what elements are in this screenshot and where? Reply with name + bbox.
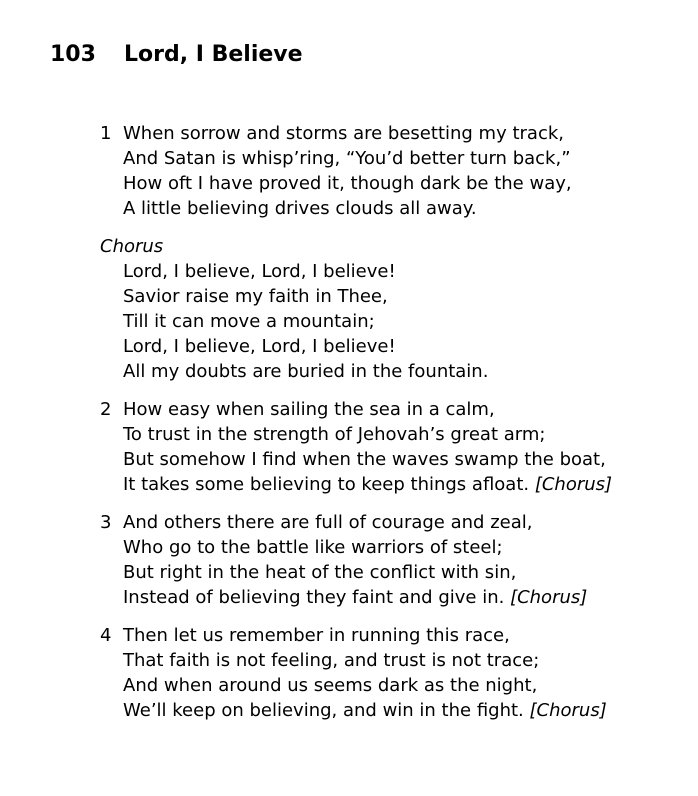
verse-2 bbox=[100, 397, 680, 497]
verse-line: That faith is not feeling, and trust is not trace; bbox=[123, 650, 540, 671]
verse-1 bbox=[100, 121, 680, 221]
verse-line: But somehow I find when the waves swamp the boat, bbox=[123, 449, 606, 470]
chorus-reference: [Chorus] bbox=[510, 587, 588, 608]
verse-line: And others there are full of courage and zeal, bbox=[123, 512, 533, 533]
verse-line: To trust in the strength of Jehovah’s great arm; bbox=[123, 424, 546, 445]
verse-line: And when around us seems dark as the night, bbox=[123, 675, 538, 696]
verse-line-text: It takes some believing to keep things afloat. bbox=[123, 474, 530, 495]
hymn-number: 103 bbox=[50, 42, 96, 67]
verse-line: When sorrow and storms are besetting my track, bbox=[123, 123, 564, 144]
chorus-label: Chorus bbox=[100, 236, 164, 257]
verse-line-text: We’ll keep on believing, and win in the fight. bbox=[123, 700, 524, 721]
verse-number: 3 bbox=[100, 512, 112, 533]
verse-line: How easy when sailing the sea in a calm, bbox=[123, 399, 495, 420]
verse-line: Who go to the battle like warriors of steel; bbox=[123, 537, 503, 558]
hymn-title: Lord, I Believe bbox=[124, 42, 303, 67]
verse-number: 2 bbox=[100, 399, 112, 420]
verse-line: A little believing drives clouds all away. bbox=[123, 198, 477, 219]
verse-last-line bbox=[100, 472, 680, 497]
chorus-line: Lord, I believe, Lord, I believe! bbox=[123, 261, 396, 282]
verse-last-line bbox=[100, 698, 680, 723]
verse-number: 4 bbox=[100, 625, 112, 646]
verse-last-line bbox=[100, 585, 680, 610]
verse-line-text: Instead of believing they faint and give in. bbox=[123, 587, 505, 608]
chorus-line: Savior raise my faith in Thee, bbox=[123, 286, 388, 307]
verse-4 bbox=[100, 623, 680, 723]
verse-line: Then let us remember in running this race, bbox=[123, 625, 510, 646]
page-title bbox=[50, 40, 303, 70]
verse-line: But right in the heat of the conflict with sin, bbox=[123, 562, 517, 583]
chorus-line: Lord, I believe, Lord, I believe! bbox=[123, 336, 396, 357]
verse-line: How oft I have proved it, though dark be the way, bbox=[123, 173, 572, 194]
chorus-reference: [Chorus] bbox=[529, 700, 607, 721]
chorus-reference: [Chorus] bbox=[534, 474, 613, 495]
verse-number: 1 bbox=[100, 123, 112, 144]
verse-3 bbox=[100, 510, 680, 610]
chorus-line: Till it can move a mountain; bbox=[123, 311, 375, 332]
chorus-line: All my doubts are buried in the fountain. bbox=[123, 361, 489, 382]
chorus bbox=[100, 234, 680, 384]
verse-line: And Satan is whisp’ring, “You’d better turn back,” bbox=[123, 148, 571, 169]
